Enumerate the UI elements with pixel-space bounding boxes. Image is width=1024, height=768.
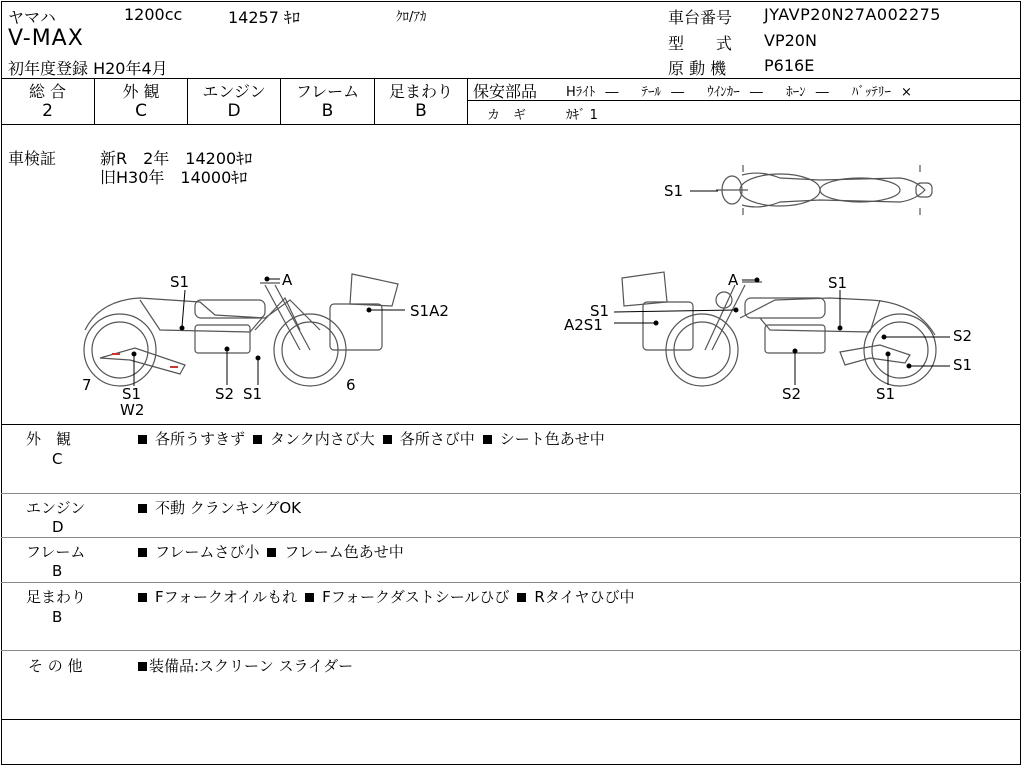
safety-label: 保安部品: [473, 82, 538, 101]
grade-engine-label: エンジン: [202, 82, 266, 101]
remarks-rule: [1, 493, 1021, 494]
motorcycle-diagram: [0, 125, 1024, 425]
right-a-mirror: A: [728, 271, 739, 289]
left-label-7: 7: [82, 376, 92, 394]
right-s1-bottom: S1: [876, 385, 896, 403]
left-label-6: 6: [346, 376, 356, 394]
top-view-bike: [716, 165, 932, 215]
inspection-new: 新R 2年 14200ｷﾛ: [100, 149, 253, 168]
mileage: 14257 ｷﾛ: [228, 8, 300, 27]
right-a2s1: A2S1: [564, 316, 603, 334]
model-code-label: 型 式: [668, 34, 733, 53]
safety-items: Hﾗｲﾄ ― ﾃｰﾙ ― ｳｲﾝｶｰ ― ﾎｰﾝ ― ﾊﾞｯﾃﾘｰ ×: [566, 85, 912, 100]
left-s1-exhaust: S1: [122, 385, 142, 403]
frame-no: JYAVP20N27A002275: [764, 5, 941, 24]
model-name: V-MAX: [8, 26, 84, 51]
left-s1-engine: S1: [243, 385, 263, 403]
right-s2-bottom: S2: [782, 385, 802, 403]
remarks-top-rule: [1, 424, 1021, 425]
inspection-label: 車検証: [8, 149, 57, 168]
remark-items: 不動 クランキングOK: [138, 497, 309, 518]
remark-label: フレーム: [26, 543, 86, 561]
maker: ヤマハ: [8, 8, 56, 27]
remarks-bottom-rule: [1, 719, 1021, 720]
color: ｸﾛ/ｱｶ: [396, 10, 427, 25]
remark-items: フレームさび小 フレーム色あせ中: [138, 541, 412, 562]
remark-label: 外 観: [26, 430, 72, 448]
grade-frame-label: フレーム: [295, 82, 360, 101]
remark-grade: D: [52, 518, 64, 536]
remark-items: 各所うすきず タンク内さび大 各所さび中 シート色あせ中: [138, 428, 613, 449]
key-value: ｶｷﾞ 1: [566, 108, 598, 123]
remarks-rule: [1, 650, 1021, 651]
model-code: VP20N: [764, 31, 817, 50]
grade-frame-value: B: [321, 101, 334, 121]
grade-engine-value: D: [227, 101, 241, 121]
remark-label: そ の 他: [28, 657, 83, 675]
grade-exterior-label: 外 観: [122, 82, 160, 101]
right-s1-fairing: S1: [590, 302, 610, 320]
grade-total-value: 2: [42, 101, 53, 121]
left-s2: S2: [215, 385, 235, 403]
right-view-bike: [622, 272, 936, 386]
remark-grade: B: [52, 608, 63, 626]
left-w2: W2: [120, 401, 145, 419]
frame-no-label: 車台番号: [668, 8, 733, 27]
remark-items: Fフォークオイルもれ Fフォークダストシールひび Rタイヤひび中: [138, 586, 643, 607]
right-s1-wheel: S1: [953, 356, 973, 374]
first-registration: 初年度登録 H20年4月: [8, 59, 168, 78]
grade-divider: [467, 78, 468, 124]
remarks-rule: [1, 537, 1021, 538]
left-s1-tank: S1: [170, 273, 190, 291]
grade-exterior-value: C: [135, 101, 147, 121]
remark-label: 足まわり: [26, 588, 87, 606]
remark-grade: B: [52, 562, 63, 580]
remark-label: エンジン: [26, 499, 86, 517]
key-label: カ ギ: [487, 108, 527, 123]
left-view-bike: [84, 274, 398, 386]
remark-grade: C: [52, 450, 63, 468]
right-s1-tank: S1: [828, 274, 848, 292]
remarks-rule: [1, 582, 1021, 583]
inspection-old: 旧H30年 14000ｷﾛ: [100, 168, 248, 187]
remark-items: 装備品:スクリーン スライダー: [138, 655, 361, 676]
left-a-mirror: A: [282, 271, 293, 289]
right-s2-side: S2: [953, 327, 973, 345]
grade-suspension-label: 足まわり: [388, 82, 453, 101]
grade-total-label: 総 合: [28, 82, 67, 101]
displacement: 1200cc: [124, 5, 183, 24]
top-view-label: S1: [664, 182, 684, 200]
safety-row-rule: [467, 100, 1021, 101]
engine-code: P616E: [764, 56, 815, 75]
engine-label: 原 動 機: [668, 59, 727, 78]
grade-suspension-value: B: [415, 101, 427, 121]
left-s1a2-case: S1A2: [410, 302, 449, 320]
